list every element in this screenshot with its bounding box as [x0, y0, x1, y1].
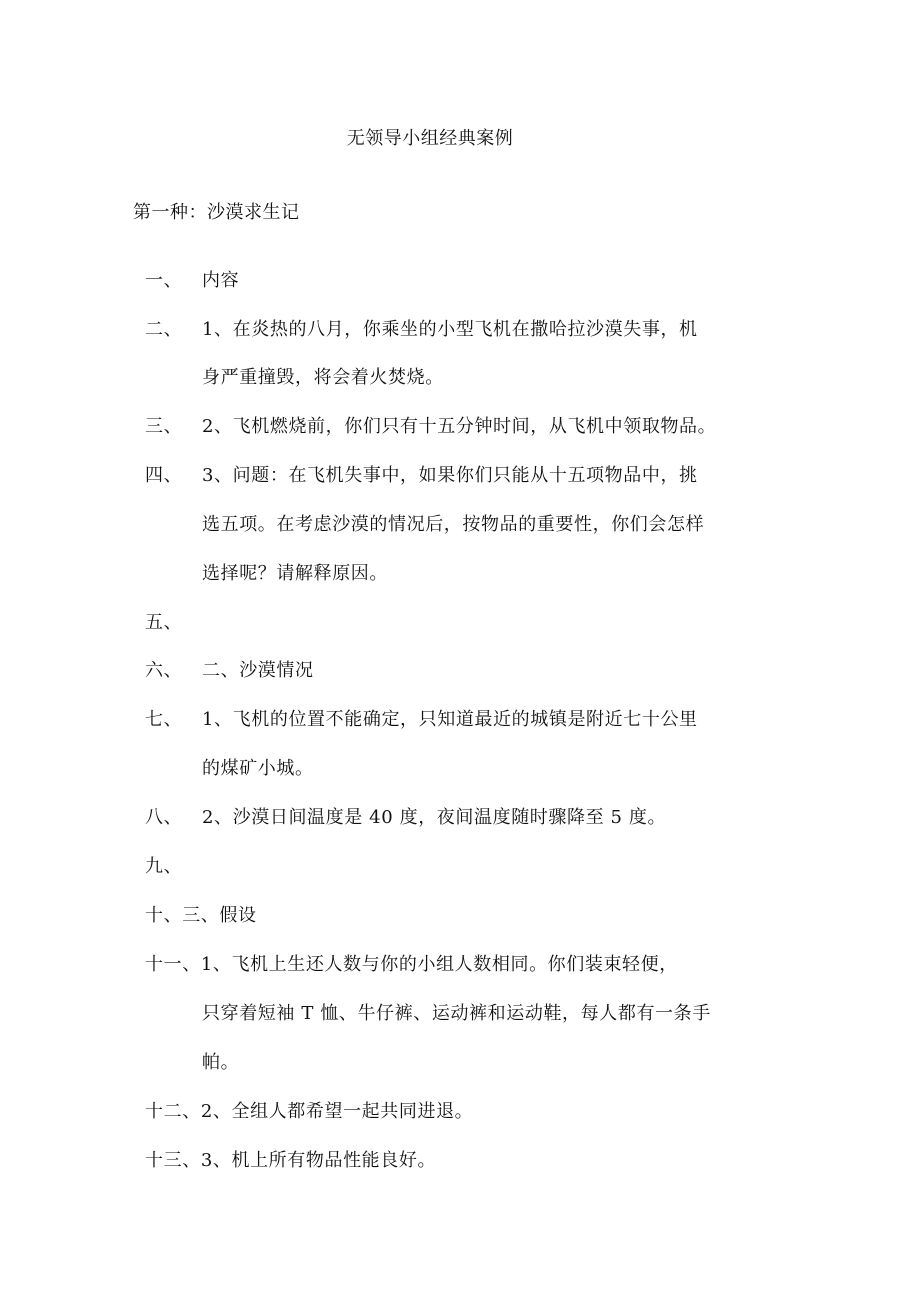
list-item-text: 2、沙漠日间温度是 40 度，夜间温度随时骤降至 5 度。: [202, 807, 667, 828]
list-item-text: 内容: [202, 270, 240, 291]
list-item-text: 1、飞机上生还人数与你的小组人数相同。你们装束轻便，: [200, 954, 678, 975]
list-item: [145, 463, 698, 489]
list-item: [145, 805, 667, 831]
list-item-continuation: 的煤矿小城。: [202, 758, 314, 779]
list-item: [145, 854, 182, 880]
document-title: 无领导小组经典案例: [346, 128, 514, 149]
list-marker: 四、: [145, 465, 183, 486]
list-marker: 十三、: [145, 1150, 201, 1171]
list-item-continuation: 只穿着短袖 T 恤、牛仔裤、运动裤和运动鞋，每人都有一条手: [202, 1003, 711, 1024]
list-marker: 三、: [145, 416, 183, 437]
list-marker: 六、: [145, 660, 183, 681]
list-marker: 八、: [145, 807, 183, 828]
list-item: [145, 952, 678, 978]
list-item-text: 3、问题：在飞机失事中，如果你们只能从十五项物品中，挑: [202, 465, 698, 486]
list-item: [145, 1099, 473, 1125]
list-marker: 一、: [145, 270, 183, 291]
list-marker: 二、: [145, 319, 183, 340]
list-item-continuation: 选择呢？请解释原因。: [202, 563, 388, 584]
list-item: [145, 414, 717, 440]
list-item-text: 1、飞机的位置不能确定，只知道最近的城镇是附近七十公里: [202, 709, 698, 730]
list-marker: 七、: [145, 709, 183, 730]
list-item: [145, 317, 698, 343]
list-item-continuation: 帕。: [202, 1052, 240, 1073]
list-item-text: 三、假设: [182, 905, 257, 926]
list-item: [145, 268, 240, 294]
list-item: [145, 1148, 436, 1174]
list-item: [145, 610, 182, 636]
list-marker: 九、: [145, 856, 183, 877]
list-item-text: 1、在炎热的八月，你乘坐的小型飞机在撒哈拉沙漠失事，机: [202, 319, 698, 340]
list-marker: 十一、: [145, 954, 201, 975]
list-item-text: 2、全组人都希望一起共同进退。: [200, 1101, 474, 1122]
list-item: [145, 658, 314, 684]
list-marker: 十、: [145, 905, 183, 926]
list-item-text: 3、机上所有物品性能良好。: [200, 1150, 437, 1171]
list-item-continuation: 身严重撞毁，将会着火焚烧。: [202, 367, 444, 388]
list-item-text: 2、飞机燃烧前，你们只有十五分钟时间，从飞机中领取物品。: [202, 416, 717, 437]
list-marker: 五、: [145, 612, 183, 633]
list-item-continuation: 选五项。在考虑沙漠的情况后，按物品的重要性，你们会怎样: [202, 514, 705, 535]
list-marker: 十二、: [145, 1101, 201, 1122]
section-heading: 第一种：沙漠求生记: [133, 202, 300, 223]
list-item: [145, 707, 698, 733]
list-item-text: 二、沙漠情况: [202, 660, 314, 681]
list-item: [145, 903, 257, 929]
